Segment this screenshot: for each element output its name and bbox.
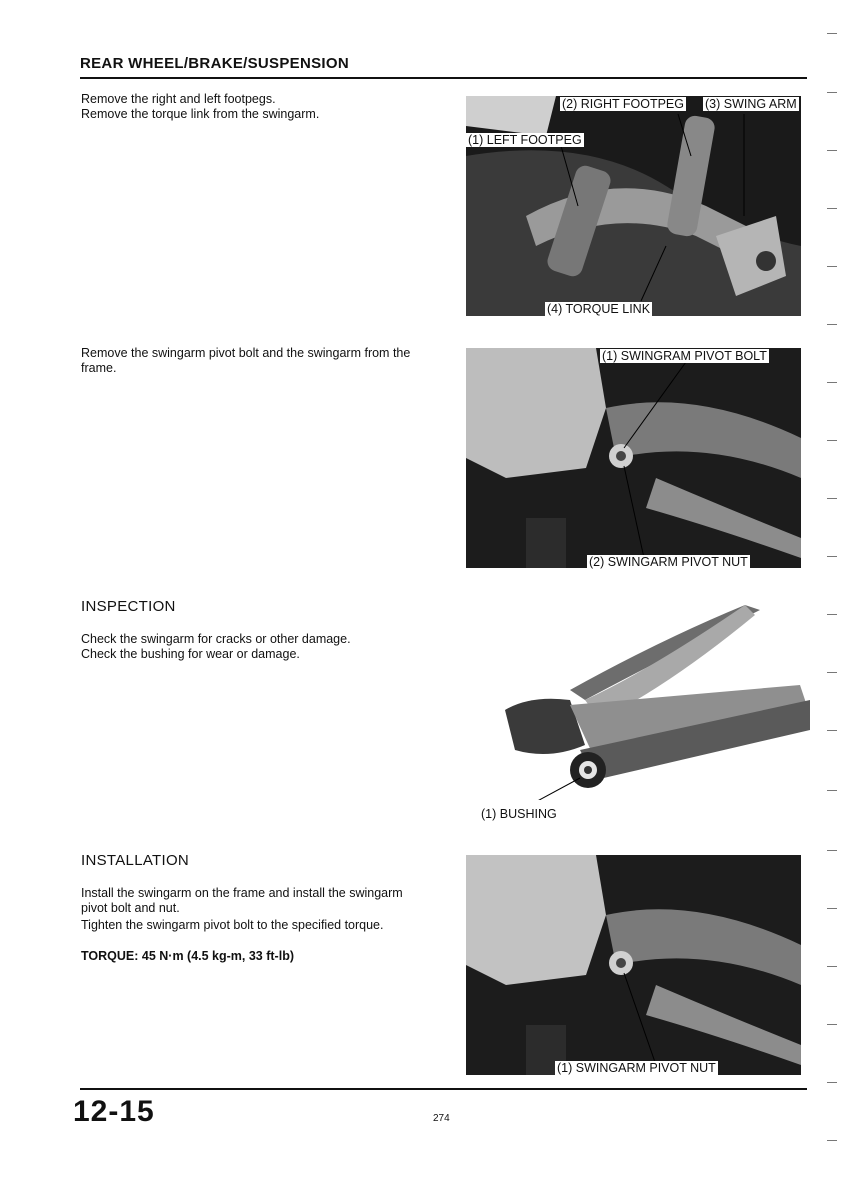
margin-mark [827, 908, 837, 909]
margin-mark [827, 1024, 837, 1025]
inspection-line-1: Check the swingarm for cracks or other damage. [81, 632, 351, 646]
page-number: 12-15 [73, 1095, 155, 1128]
margin-mark [827, 556, 837, 557]
label-pivot-nut-fig4: (1) SWINGARM PIVOT NUT [557, 1061, 716, 1075]
label-swing-arm: (3) SWING ARM [705, 97, 797, 111]
margin-mark [827, 440, 837, 441]
pivot-bolt-photo [466, 348, 801, 568]
margin-mark [827, 1082, 837, 1083]
margin-mark [827, 790, 837, 791]
margin-mark [827, 324, 837, 325]
header-rule [80, 77, 807, 79]
margin-mark [827, 92, 837, 93]
inspection-line-2: Check the bushing for wear or damage. [81, 647, 300, 661]
label-left-footpeg: (1) LEFT FOOTPEG [468, 133, 582, 147]
margin-mark [827, 730, 837, 731]
installation-photo [466, 855, 801, 1075]
label-bushing: (1) BUSHING [481, 807, 557, 821]
inspection-heading: INSPECTION [81, 598, 176, 615]
margin-mark [827, 614, 837, 615]
sheet-number: 274 [433, 1113, 450, 1124]
margin-mark [827, 266, 837, 267]
torque-spec: TORQUE: 45 N·m (4.5 kg-m, 33 ft-lb) [81, 949, 294, 963]
margin-mark [827, 672, 837, 673]
margin-mark [827, 1140, 837, 1141]
installation-line-3: Tighten the swingarm pivot bolt to the specified torque. [81, 918, 384, 932]
margin-mark [827, 150, 837, 151]
removal-step-1: Remove the right and left footpegs. [81, 92, 276, 106]
removal-step-2: Remove the torque link from the swingarm. [81, 107, 320, 121]
label-torque-link: (4) TORQUE LINK [547, 302, 651, 316]
margin-mark [827, 33, 837, 34]
footer-rule [80, 1088, 807, 1090]
label-pivot-bolt: (1) SWINGRAM PIVOT BOLT [602, 349, 767, 363]
section-title: REAR WHEEL/BRAKE/SUSPENSION [80, 55, 349, 72]
margin-mark [827, 850, 837, 851]
installation-heading: INSTALLATION [81, 852, 190, 869]
swingarm-photo [490, 600, 810, 800]
margin-mark [827, 498, 837, 499]
removal-step-3-line1: Remove the swingarm pivot bolt and the swingarm from the [81, 346, 411, 360]
label-right-footpeg: (2) RIGHT FOOTPEG [562, 97, 684, 111]
installation-line-1: Install the swingarm on the frame and install the swingarm [81, 886, 403, 900]
margin-mark [827, 208, 837, 209]
margin-mark [827, 966, 837, 967]
margin-mark [827, 382, 837, 383]
footpeg-photo [466, 96, 801, 316]
installation-line-2: pivot bolt and nut. [81, 901, 180, 915]
label-pivot-nut-fig2: (2) SWINGARM PIVOT NUT [589, 555, 748, 569]
removal-step-3-line2: frame. [81, 361, 117, 375]
